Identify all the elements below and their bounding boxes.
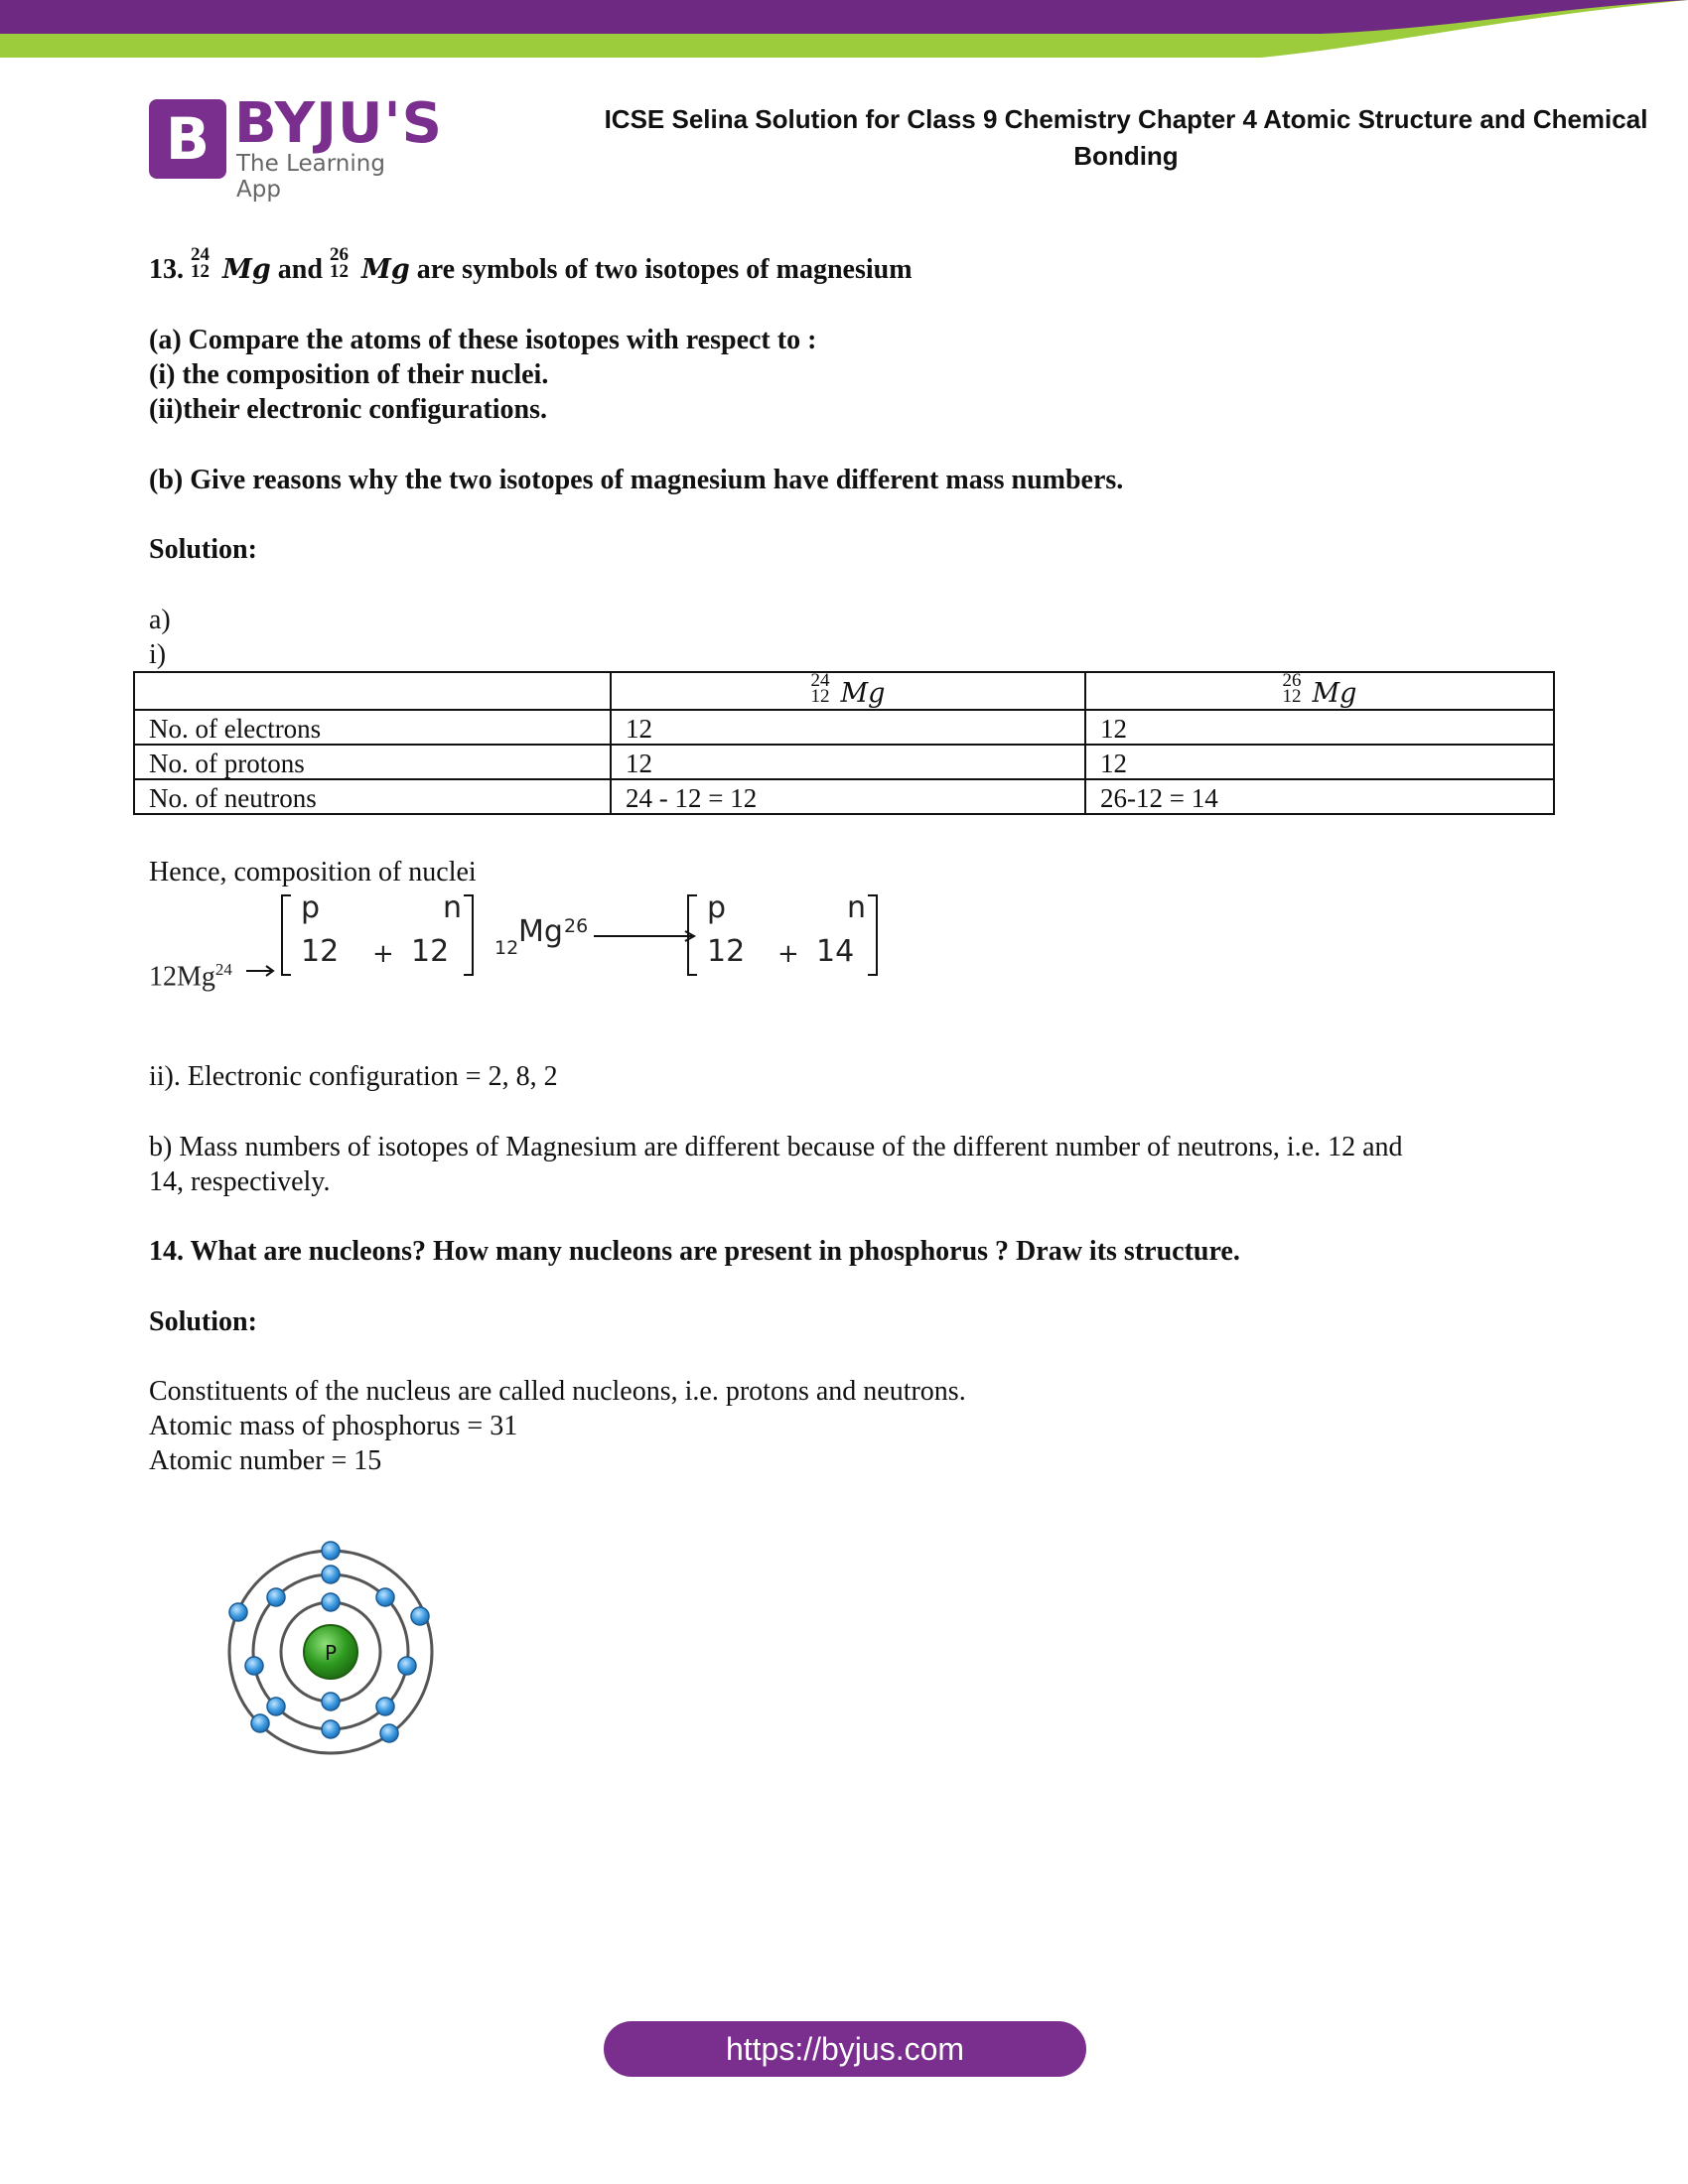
electron <box>267 1588 285 1606</box>
iso1-atomic: 12 <box>191 261 210 282</box>
electron <box>376 1588 394 1606</box>
eq-p-value-1: 12 <box>301 934 340 969</box>
electron <box>398 1657 416 1675</box>
row-label: No. of electrons <box>134 710 611 745</box>
eq-plus-1: + <box>372 939 394 969</box>
electron <box>322 1693 340 1710</box>
eq-p-value-2: 12 <box>707 934 746 969</box>
electron <box>380 1724 398 1742</box>
electron <box>411 1607 429 1625</box>
title-line-2: Bonding <box>1073 141 1179 171</box>
header-iso2-mass: 26 <box>1282 670 1302 691</box>
hence-text: Hence, composition of nuclei <box>149 857 477 887</box>
row-value-iso1: 12 <box>611 745 1085 779</box>
iso2-mass: 26 <box>329 244 349 265</box>
header-iso1-symbol: Mg <box>840 678 886 709</box>
answer-b-line-1: b) Mass numbers of isotopes of Magnesium are different because of the different number of neutrons, i.e. 12 and <box>149 1132 1403 1162</box>
part-b-prompt: (b) Give reasons why the two isotopes of magnesium have different mass numbers. <box>149 465 1124 495</box>
document-title <box>596 101 1656 175</box>
and-word: and <box>277 254 323 285</box>
answer-14-line-1: Constituents of the nucleus are called nucleons, i.e. protons and neutrons. <box>149 1376 966 1407</box>
row-value-iso2: 12 <box>1085 710 1554 745</box>
part-a-ii: (ii)their electronic configurations. <box>149 394 547 425</box>
row-value-iso2: 26-12 = 14 <box>1085 779 1554 814</box>
eq-n-value-2: 14 <box>816 934 855 969</box>
header-iso1 <box>611 672 1085 710</box>
electron <box>322 1566 340 1583</box>
electron <box>322 1720 340 1738</box>
question-13 <box>149 244 913 287</box>
answer-14-line-2: Atomic mass of phosphorus = 31 <box>149 1411 518 1441</box>
header-iso2-atomic: 12 <box>1282 686 1302 707</box>
electron <box>376 1698 394 1715</box>
solution-label-14: Solution: <box>149 1306 257 1337</box>
header-iso2-notation <box>1282 670 1313 707</box>
header-iso1-mass: 24 <box>810 670 830 691</box>
a-label: a) <box>149 605 171 635</box>
header-iso2 <box>1085 672 1554 710</box>
row-value-iso2: 12 <box>1085 745 1554 779</box>
row-value-iso1: 12 <box>611 710 1085 745</box>
eq-left-sup: 24 <box>214 960 232 979</box>
header-empty-cell <box>134 672 611 710</box>
eq-left-symbol: 12Mg <box>149 961 215 993</box>
eq-p-label-1: p <box>301 890 321 925</box>
logo-name: BYJU'S <box>234 91 443 156</box>
row-label: No. of protons <box>134 745 611 779</box>
logo-letter: B <box>165 105 211 173</box>
eq-mid-sub: 12 <box>494 937 519 959</box>
electron <box>245 1657 263 1675</box>
electron <box>251 1714 269 1732</box>
footer-url-link[interactable]: https://byjus.com <box>725 2031 965 2067</box>
isotope-comparison-table <box>133 671 1555 815</box>
question-rest: are symbols of two isotopes of magnesium <box>416 254 913 285</box>
isotope-2-notation <box>329 244 361 282</box>
byjus-logo <box>149 91 443 203</box>
question-number: 13. <box>149 254 184 285</box>
iso1-symbol: Mg <box>222 254 271 285</box>
isotope-1-notation <box>191 244 222 282</box>
header-iso2-symbol: Mg <box>1312 678 1357 709</box>
table-row <box>134 745 1554 779</box>
eq-plus-2: + <box>777 939 799 969</box>
iso1-mass: 24 <box>191 244 210 265</box>
header-iso1-notation <box>810 670 841 707</box>
i-label: i) <box>149 639 167 670</box>
row-value-iso1: 24 - 12 = 12 <box>611 779 1085 814</box>
table-row <box>134 710 1554 745</box>
part-a-prompt: (a) Compare the atoms of these isotopes with respect to : <box>149 325 817 355</box>
row-label: No. of neutrons <box>134 779 611 814</box>
header-iso1-atomic: 12 <box>810 686 830 707</box>
logo-tagline: The Learning App <box>236 151 385 203</box>
nuclei-composition-equation <box>149 891 904 991</box>
solution-label-13: Solution: <box>149 534 257 565</box>
table-row <box>134 779 1554 814</box>
iso2-symbol: Mg <box>360 254 410 285</box>
eq-n-label-2: n <box>847 890 867 925</box>
eq-mid-sup: 26 <box>564 915 589 937</box>
eq-left-isotope <box>149 953 232 994</box>
header-color-bands <box>0 0 1688 69</box>
eq-p-label-2: p <box>707 890 727 925</box>
phosphorus-atom-diagram <box>218 1537 447 1755</box>
electron <box>267 1698 285 1715</box>
part-a-i: (i) the composition of their nuclei. <box>149 359 549 390</box>
eq-n-label-1: n <box>443 890 463 925</box>
table-header-row <box>134 672 1554 710</box>
eq-n-value-1: 12 <box>411 934 450 969</box>
answer-a-ii: ii). Electronic configuration = 2, 8, 2 <box>149 1061 558 1092</box>
eq-mid-symbol: Mg <box>518 914 563 949</box>
title-line-1: ICSE Selina Solution for Class 9 Chemistry Chapter 4 Atomic Structure and Chemical <box>604 104 1648 134</box>
answer-b-line-2: 14, respectively. <box>149 1166 331 1197</box>
nucleus-label: P <box>324 1641 338 1665</box>
iso2-atomic: 12 <box>329 261 349 282</box>
electron <box>229 1603 247 1621</box>
electron <box>322 1593 340 1611</box>
question-14: 14. What are nucleons? How many nucleons are present in phosphorus ? Draw its structure. <box>149 1236 1240 1267</box>
answer-14-line-3: Atomic number = 15 <box>149 1445 382 1476</box>
electron <box>322 1542 340 1560</box>
